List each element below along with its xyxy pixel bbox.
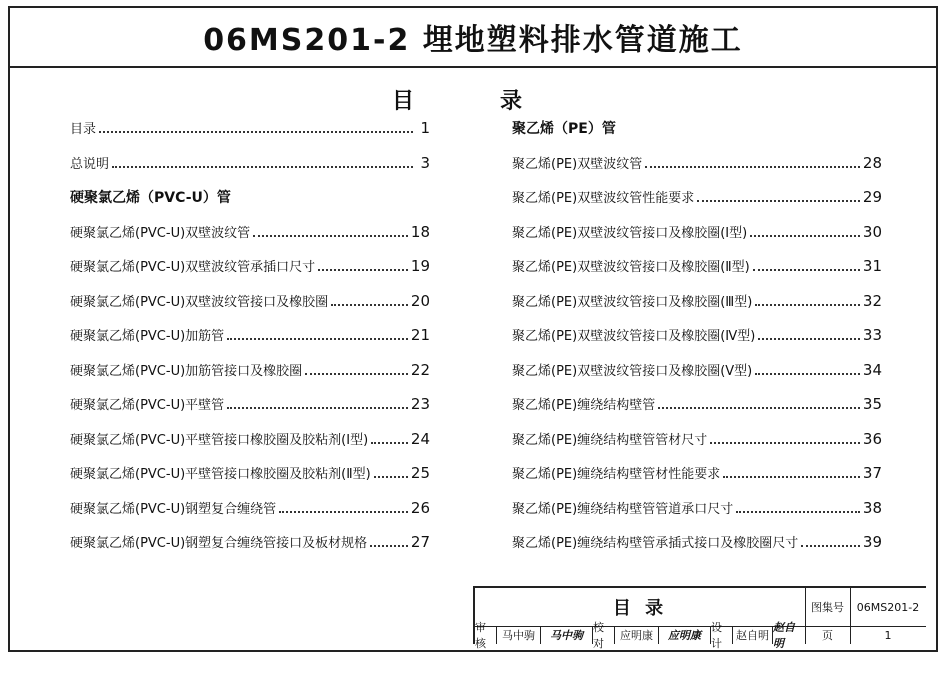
toc-entry-page: 31 — [862, 257, 882, 275]
toc-entry-page: 27 — [410, 533, 430, 551]
toc-entry-title: 聚乙烯(PE)缠绕结构壁管管材尺寸 — [512, 432, 708, 448]
toc-leader-dots — [305, 373, 408, 375]
toc-entry[interactable] — [512, 429, 882, 448]
toc-entry-title: 聚乙烯(PE)双壁波纹管性能要求 — [512, 191, 695, 206]
toc-leader-dots — [227, 338, 408, 340]
toc-entry[interactable] — [512, 532, 882, 551]
toc-entry-title: 聚乙烯(PE)缠绕结构壁管材性能要求 — [512, 467, 721, 482]
toc-entry-title: 聚乙烯(PE)双壁波纹管接口及橡胶圈(Ⅴ型) — [512, 363, 753, 379]
toc-entry-title: 硬聚氯乙烯(PVC-U)平壁管接口橡胶圈及胶粘剂(Ⅱ型) — [70, 467, 371, 482]
toc-leader-dots — [758, 338, 860, 340]
toc-entry-page: 19 — [410, 257, 430, 275]
title-block — [473, 586, 926, 650]
toc-entry-title: 总说明 — [70, 156, 110, 172]
designer-name: 赵自明 — [733, 626, 773, 644]
sheet-title: 目 录 — [612, 598, 668, 619]
toc-entry-title: 硬聚氯乙烯(PVC-U)加筋管接口及橡胶圈 — [70, 363, 303, 379]
toc-entry-title: 硬聚氯乙烯(PVC-U)平壁管 — [70, 398, 225, 413]
toc-entry-title: 聚乙烯(PE)双壁波纹管接口及橡胶圈(Ⅳ型) — [512, 329, 756, 344]
toc-entry[interactable] — [70, 360, 430, 379]
toc-entry-title: 聚乙烯(PE)缠绕结构壁管 — [512, 398, 656, 413]
toc-leader-dots — [750, 235, 860, 237]
toc-entry[interactable] — [70, 153, 430, 172]
toc-entry[interactable] — [512, 222, 882, 241]
toc-entry[interactable] — [70, 532, 430, 551]
review-label: 审核 — [475, 626, 497, 644]
toc-entry[interactable] — [512, 360, 882, 379]
checker-signature: 应明康 — [659, 626, 711, 644]
reviewer-signature: 马中驹 — [541, 626, 593, 644]
toc-entry-title: 聚乙烯(PE)双壁波纹管接口及橡胶圈(Ⅱ型) — [512, 260, 750, 275]
toc-leader-dots — [697, 200, 860, 202]
toc-entry-page: 33 — [862, 326, 882, 344]
reviewer-name: 马中驹 — [497, 626, 541, 644]
toc-entry-title: 硬聚氯乙烯(PVC-U)双壁波纹管接口及橡胶圈 — [70, 294, 329, 310]
toc-entry-page: 25 — [410, 464, 430, 482]
toc-entry-title: 硬聚氯乙烯(PVC-U)钢塑复合缠绕管 — [70, 501, 277, 517]
toc-entry-title: 硬聚氯乙烯(PVC-U)钢塑复合缠绕管接口及板材规格 — [70, 536, 368, 551]
toc-section-heading: 硬聚氯乙烯（PVC-U）管 — [70, 190, 231, 206]
toc-entry-page: 35 — [862, 395, 882, 413]
checker-name: 应明康 — [615, 626, 659, 644]
toc-entry[interactable] — [70, 394, 430, 413]
title-band — [10, 8, 936, 68]
page-title: 06MS201-2 埋地塑料排水管道施工 — [203, 23, 743, 58]
designer-signature: 赵自明 — [773, 621, 795, 650]
toc-leader-dots — [755, 304, 860, 306]
toc-entry-page: 32 — [862, 291, 882, 310]
toc-leader-dots — [753, 269, 860, 271]
toc-heading-right: 录 — [500, 89, 523, 114]
toc-leader-dots — [755, 373, 860, 375]
page-number: 1 — [884, 628, 892, 642]
toc-leader-dots — [658, 407, 860, 409]
toc-entry-page: 36 — [862, 429, 882, 448]
toc-leader-dots — [710, 442, 860, 444]
toc-entry-title: 聚乙烯(PE)双壁波纹管接口及橡胶圈(Ⅰ型) — [512, 225, 748, 241]
toc-leader-dots — [723, 476, 860, 478]
toc-leader-dots — [645, 166, 860, 168]
toc-entry[interactable] — [512, 256, 882, 275]
toc-entry-page: 24 — [410, 429, 430, 448]
toc-entry[interactable] — [70, 498, 430, 517]
toc-entry-page: 38 — [862, 498, 882, 517]
toc-entry-page: 3 — [420, 153, 430, 172]
toc-entry-page: 18 — [410, 222, 430, 241]
toc-leader-dots — [371, 442, 408, 444]
toc-entry-page: 29 — [862, 188, 882, 206]
toc-entry-title: 聚乙烯(PE)缠绕结构壁管承插式接口及橡胶圈尺寸 — [512, 536, 799, 551]
toc-leader-dots — [253, 235, 408, 237]
page-label: 页 — [822, 629, 833, 642]
toc-entry[interactable] — [512, 463, 882, 482]
toc-leader-dots — [801, 545, 860, 547]
toc-entry-title: 硬聚氯乙烯(PVC-U)加筋管 — [70, 329, 225, 344]
toc-leader-dots — [370, 545, 408, 547]
toc-entry[interactable] — [70, 463, 430, 482]
check-label: 校对 — [593, 626, 615, 644]
toc-entry[interactable] — [70, 222, 430, 241]
atlas-number: 06MS201-2 — [856, 600, 920, 614]
toc-heading-left: 目 — [392, 89, 415, 114]
toc-entry[interactable] — [512, 153, 882, 172]
toc-leader-dots — [736, 511, 860, 513]
toc-entry[interactable] — [512, 394, 882, 413]
toc-leader-dots — [99, 131, 413, 133]
toc-entry[interactable] — [70, 429, 430, 448]
toc-entry-page: 34 — [862, 360, 882, 379]
toc-entry-page: 22 — [410, 360, 430, 379]
toc-section-heading: 聚乙烯（PE）管 — [512, 121, 616, 137]
toc-entry[interactable] — [512, 325, 882, 344]
toc-entry-page: 37 — [862, 464, 882, 482]
toc-leader-dots — [374, 476, 408, 478]
toc-leader-dots — [331, 304, 408, 306]
toc-entry-title: 硬聚氯乙烯(PVC-U)双壁波纹管 — [70, 225, 251, 241]
toc-leader-dots — [279, 511, 408, 513]
atlas-label: 图集号 — [811, 601, 844, 614]
toc-entry-page: 30 — [862, 222, 882, 241]
toc-leader-dots — [112, 166, 413, 168]
toc-leader-dots — [318, 269, 408, 271]
toc-entry-page: 39 — [862, 533, 882, 551]
toc-entry[interactable] — [512, 187, 882, 206]
toc-entry-title: 目录 — [70, 122, 97, 137]
toc-entry[interactable] — [70, 325, 430, 344]
toc-entry[interactable] — [512, 291, 882, 310]
toc-entry-page: 28 — [862, 153, 882, 172]
toc-entry-page: 21 — [410, 326, 430, 344]
toc-entry-page: 26 — [410, 498, 430, 517]
toc-entry-title: 硬聚氯乙烯(PVC-U)双壁波纹管承插口尺寸 — [70, 260, 316, 275]
toc-entry-title: 聚乙烯(PE)双壁波纹管 — [512, 156, 643, 172]
toc-entry[interactable] — [70, 256, 430, 275]
toc-entry[interactable] — [512, 498, 882, 517]
toc-entry-title: 硬聚氯乙烯(PVC-U)平壁管接口橡胶圈及胶粘剂(Ⅰ型) — [70, 432, 369, 448]
toc-entry-page: 1 — [420, 119, 430, 137]
toc-entry-title: 聚乙烯(PE)双壁波纹管接口及橡胶圈(Ⅲ型) — [512, 294, 753, 310]
toc-entry-page: 20 — [410, 291, 430, 310]
design-label: 设计 — [711, 626, 733, 644]
toc-leader-dots — [227, 407, 408, 409]
toc-entry-title: 聚乙烯(PE)缠绕结构壁管管道承口尺寸 — [512, 501, 734, 517]
toc-entry-page: 23 — [410, 395, 430, 413]
toc-entry[interactable] — [70, 291, 430, 310]
toc-entry[interactable] — [70, 118, 430, 137]
